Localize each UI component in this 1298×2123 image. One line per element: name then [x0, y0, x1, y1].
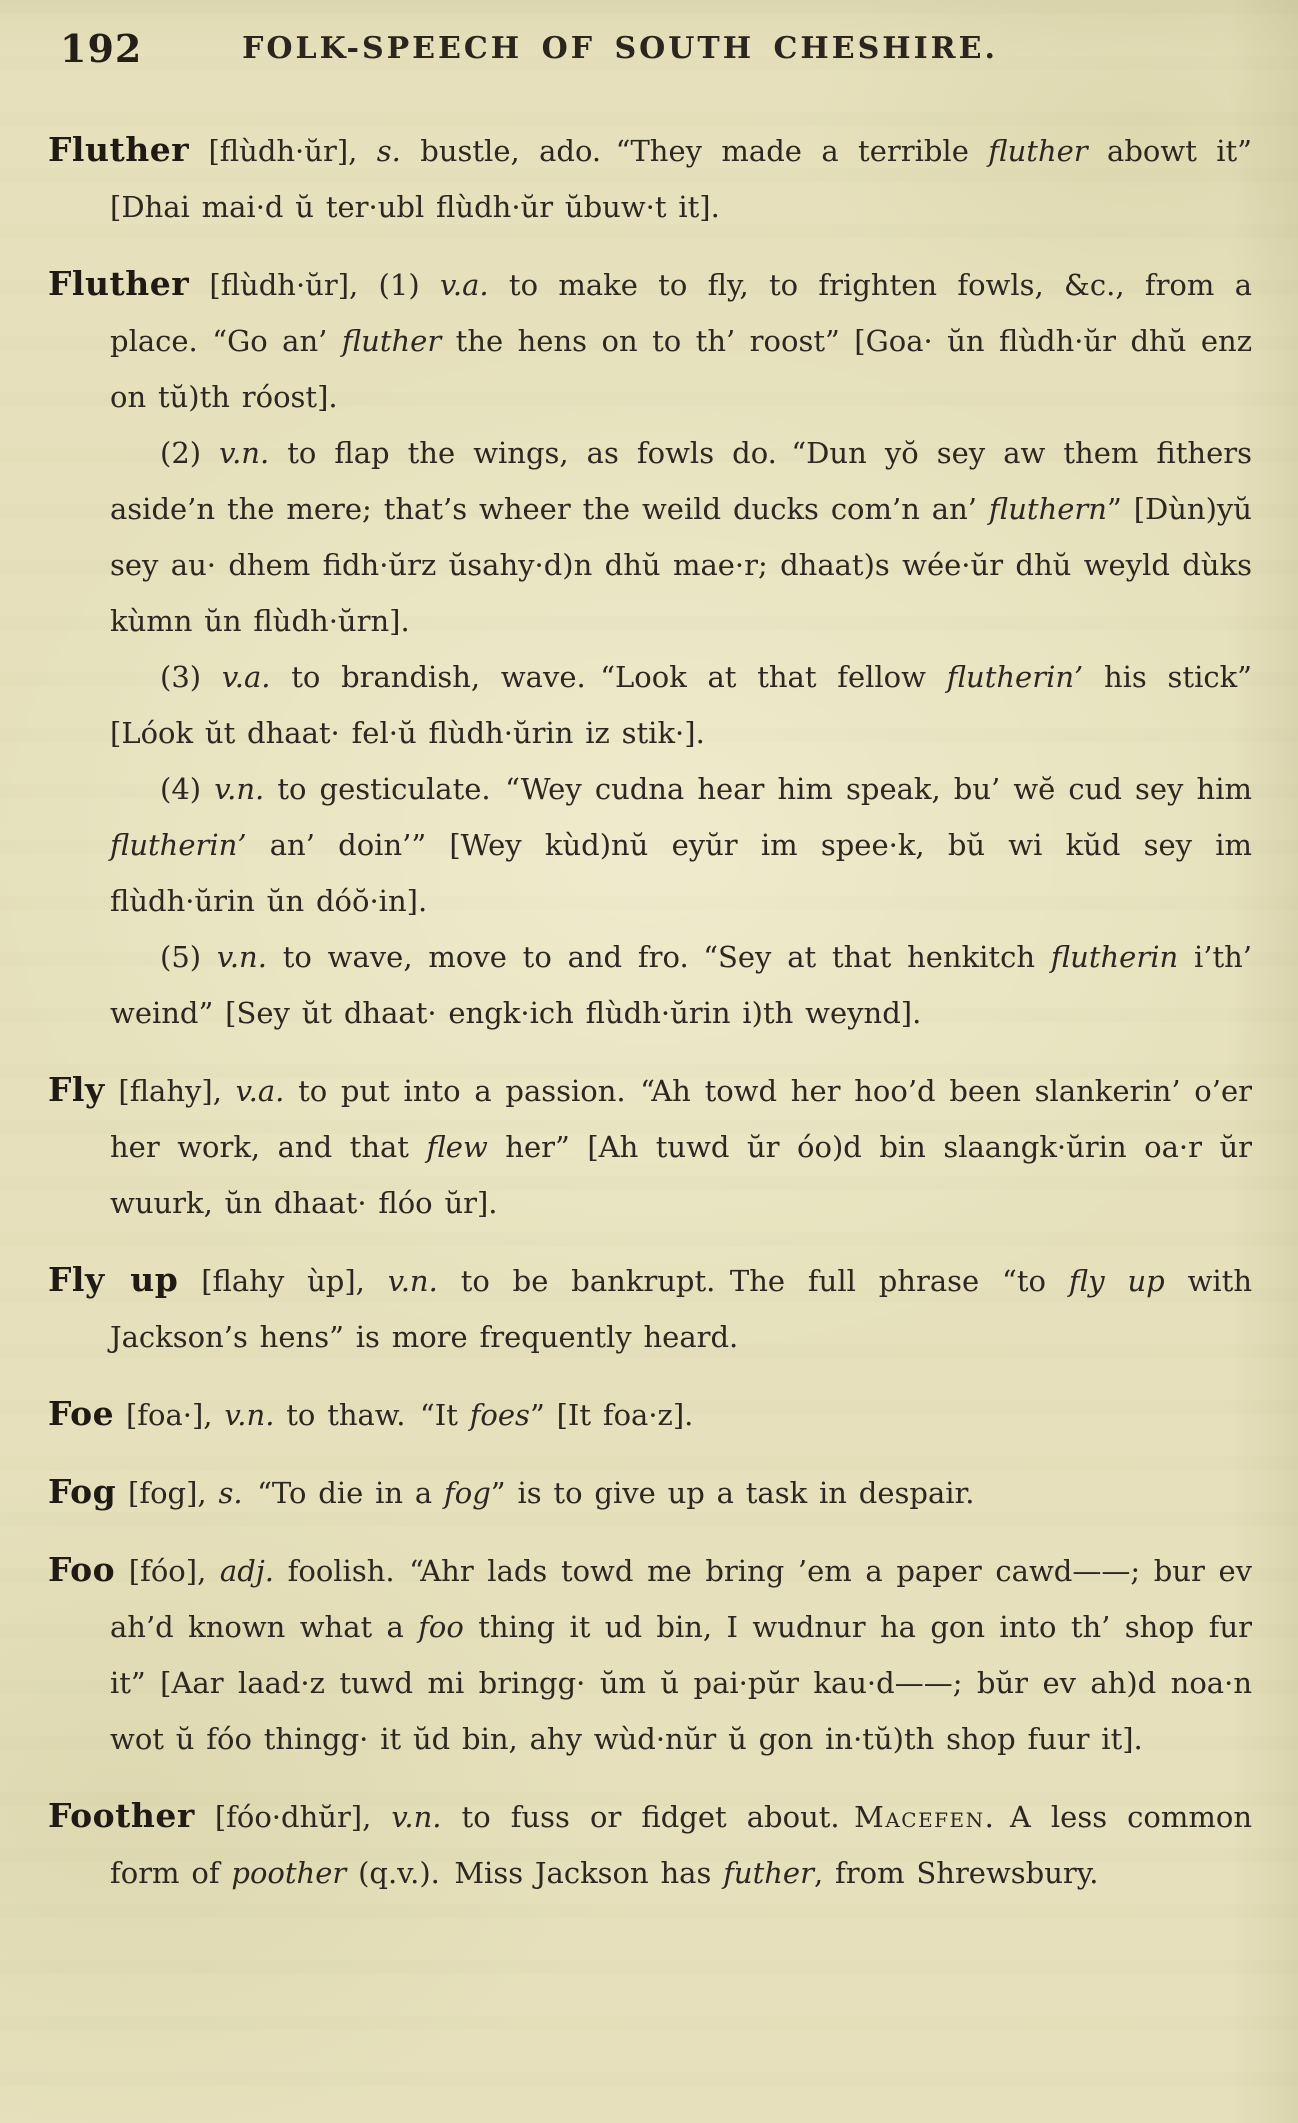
text-segment: [flahy ùp],: [178, 1264, 388, 1298]
text-segment: flew: [426, 1130, 488, 1164]
text-segment: flutherin’: [946, 660, 1084, 694]
running-title: FOLK-SPEECH OF SOUTH CHESHIRE.: [242, 31, 998, 66]
dictionary-entry-foo: [48, 1542, 1252, 1767]
text-segment: the hens on to th’ roost” [Goa· ŭn flùdh·ŭr dhŭ enz on tŭ)th róost].: [110, 324, 1252, 414]
sense-paragraph: [48, 649, 1252, 761]
dictionary-entry-foother: [48, 1788, 1252, 1901]
text-segment: foo: [418, 1610, 464, 1644]
sense-paragraph: [48, 761, 1252, 929]
text-segment: ” [It foa·z].: [529, 1398, 694, 1432]
text-segment: [flahy],: [104, 1074, 236, 1108]
dictionary-entry-fluther-verb: [48, 256, 1252, 1041]
dictionary-entry-fly-up: [48, 1252, 1252, 1365]
text-segment: i’th’ weind” [Sey ŭt dhaat· engk·ich flùdh·ŭrin i)th weynd].: [110, 940, 1252, 1030]
text-segment: , from Shrewsbury.: [813, 1856, 1099, 1890]
headword: Fog: [48, 1472, 117, 1511]
text-segment: to make to fly, to frighten fowls, &c., from a place. “Go an’: [110, 268, 1252, 358]
text-segment: [flùdh·ŭr],: [189, 134, 377, 168]
dictionary-entry-fog: [48, 1464, 1252, 1521]
text-segment: [foa·],: [114, 1398, 225, 1432]
entry-paragraph: [48, 1464, 1252, 1521]
entry-paragraph: [48, 256, 1252, 425]
text-segment: ” is to give up a task in despair.: [490, 1476, 975, 1510]
headword: Fly up: [48, 1260, 179, 1299]
text-segment: (5): [160, 940, 217, 974]
text-segment: to fuss or fidget about.: [441, 1800, 855, 1834]
text-segment: [fóo],: [115, 1554, 220, 1588]
text-segment: to be bankrupt. The full phrase “to: [437, 1264, 1069, 1298]
headword: Fluther: [48, 130, 190, 169]
text-segment: (q.v.). Miss Jackson has: [346, 1856, 724, 1890]
text-segment: v.a.: [221, 660, 271, 694]
text-segment: ” [Dùn)yŭ sey au· dhem fidh·ŭrz ŭsahy·d)n dhŭ mae·r; dhaat)s wée·ŭr dhŭ weyld dùks kùmn ŭn flùdh·ŭrn].: [110, 492, 1252, 638]
text-segment: fog: [444, 1476, 491, 1510]
sense-paragraph: [48, 425, 1252, 649]
text-segment: v.n.: [219, 436, 270, 470]
text-segment: s.: [218, 1476, 243, 1510]
text-segment: v.n.: [224, 1398, 275, 1432]
text-segment: A less common form of: [110, 1800, 1253, 1890]
text-segment: abowt it” [Dhai mai·d ŭ ter·ubl flùdh·ŭr ŭbuw·t it].: [110, 134, 1253, 224]
entry-paragraph: [48, 122, 1252, 235]
text-segment: s.: [376, 134, 401, 168]
headword: Foother: [48, 1796, 195, 1835]
text-segment: her” [Ah tuwd ŭr óo)d bin slaangk·ŭrin oa·r ŭr wuurk, ŭn dhaat· flóo ŭr].: [110, 1130, 1252, 1220]
text-segment: bustle, ado. “They made a terrible: [400, 134, 989, 168]
text-segment: flutherin: [1050, 940, 1179, 974]
text-segment: with Jackson’s hens” is more frequently heard.: [110, 1264, 1253, 1354]
text-segment: fluthern: [988, 492, 1107, 526]
text-segment: fluther: [341, 324, 442, 358]
text-segment: to put into a passion. “Ah towd her hoo’d been slankerin’ o’er her work, and that: [110, 1074, 1252, 1164]
text-segment: (2): [160, 436, 220, 470]
text-segment: v.n.: [387, 1264, 438, 1298]
text-segment: v.n.: [391, 1800, 442, 1834]
dictionary-entry-fluther-noun: [48, 122, 1252, 235]
text-segment: v.a.: [235, 1074, 285, 1108]
text-segment: Macefen.: [854, 1800, 996, 1834]
text-segment: fluther: [988, 134, 1088, 168]
text-segment: poother: [231, 1856, 347, 1890]
text-segment: adj.: [219, 1554, 274, 1588]
entry-paragraph: [48, 1062, 1252, 1231]
text-segment: [fóo·dhŭr],: [194, 1800, 392, 1834]
text-segment: [fog],: [116, 1476, 219, 1510]
text-segment: to wave, move to and fro. “Sey at that henkitch: [266, 940, 1051, 974]
page-header: [48, 26, 1252, 78]
text-segment: futher: [723, 1856, 814, 1890]
text-segment: “To die in a: [242, 1476, 445, 1510]
text-segment: flutherin’: [110, 828, 247, 862]
entry-paragraph: [48, 1788, 1252, 1901]
text-segment: v.n.: [216, 940, 267, 974]
headword: Foo: [48, 1550, 116, 1589]
text-segment: thing it ud bin, I wudnur ha gon into th’ shop fur it” [Aar laad·z tuwd mi bringg· ŭm ŭ pai·pŭr kau·d——; bŭr ev ah)d noa·n wot ŭ fóo thingg· it ŭd bin, ahy wùd·nŭr ŭ gon in·tŭ)th shop fuur it].: [110, 1610, 1252, 1756]
page-number: 192: [60, 26, 143, 71]
entry-paragraph: [48, 1386, 1252, 1443]
headword: Foe: [48, 1394, 115, 1433]
text-segment: an’ doin’” [Wey kùd)nŭ eyŭr im spee·k, bŭ wi kŭd sey im flùdh·ŭrin ŭn dóŏ·in].: [110, 828, 1252, 918]
text-segment: to brandish, wave. “Look at that fellow: [270, 660, 947, 694]
dictionary-entries: [48, 122, 1252, 1901]
text-segment: v.a.: [439, 268, 489, 302]
dictionary-entry-foe: [48, 1386, 1252, 1443]
text-segment: fly up: [1068, 1264, 1165, 1298]
text-segment: (4): [160, 772, 215, 806]
text-segment: (3): [160, 660, 222, 694]
sense-paragraph: [48, 929, 1252, 1041]
headword: Fluther: [48, 264, 190, 303]
text-segment: to thaw. “It: [274, 1398, 470, 1432]
dictionary-entry-fly: [48, 1062, 1252, 1231]
text-segment: his stick” [Lóok ŭt dhaat· fel·ŭ flùdh·ŭrin iz stik·].: [110, 660, 1252, 750]
headword: Fly: [48, 1070, 105, 1109]
text-segment: foes: [469, 1398, 530, 1432]
entry-paragraph: [48, 1542, 1252, 1767]
text-segment: to flap the wings, as fowls do. “Dun yŏ sey aw them fithers aside’n the mere; that’s wheer the weild ducks com’n an’: [110, 436, 1252, 526]
text-segment: v.n.: [214, 772, 265, 806]
text-segment: [flùdh·ŭr], (1): [189, 268, 440, 302]
text-segment: foolish. “Ahr lads towd me bring ’em a paper cawd——; bur ev ah’d known what a: [110, 1554, 1253, 1644]
text-segment: to gesticulate. “Wey cudna hear him speak, bu’ wĕ cud sey him: [264, 772, 1252, 806]
entry-paragraph: [48, 1252, 1252, 1365]
